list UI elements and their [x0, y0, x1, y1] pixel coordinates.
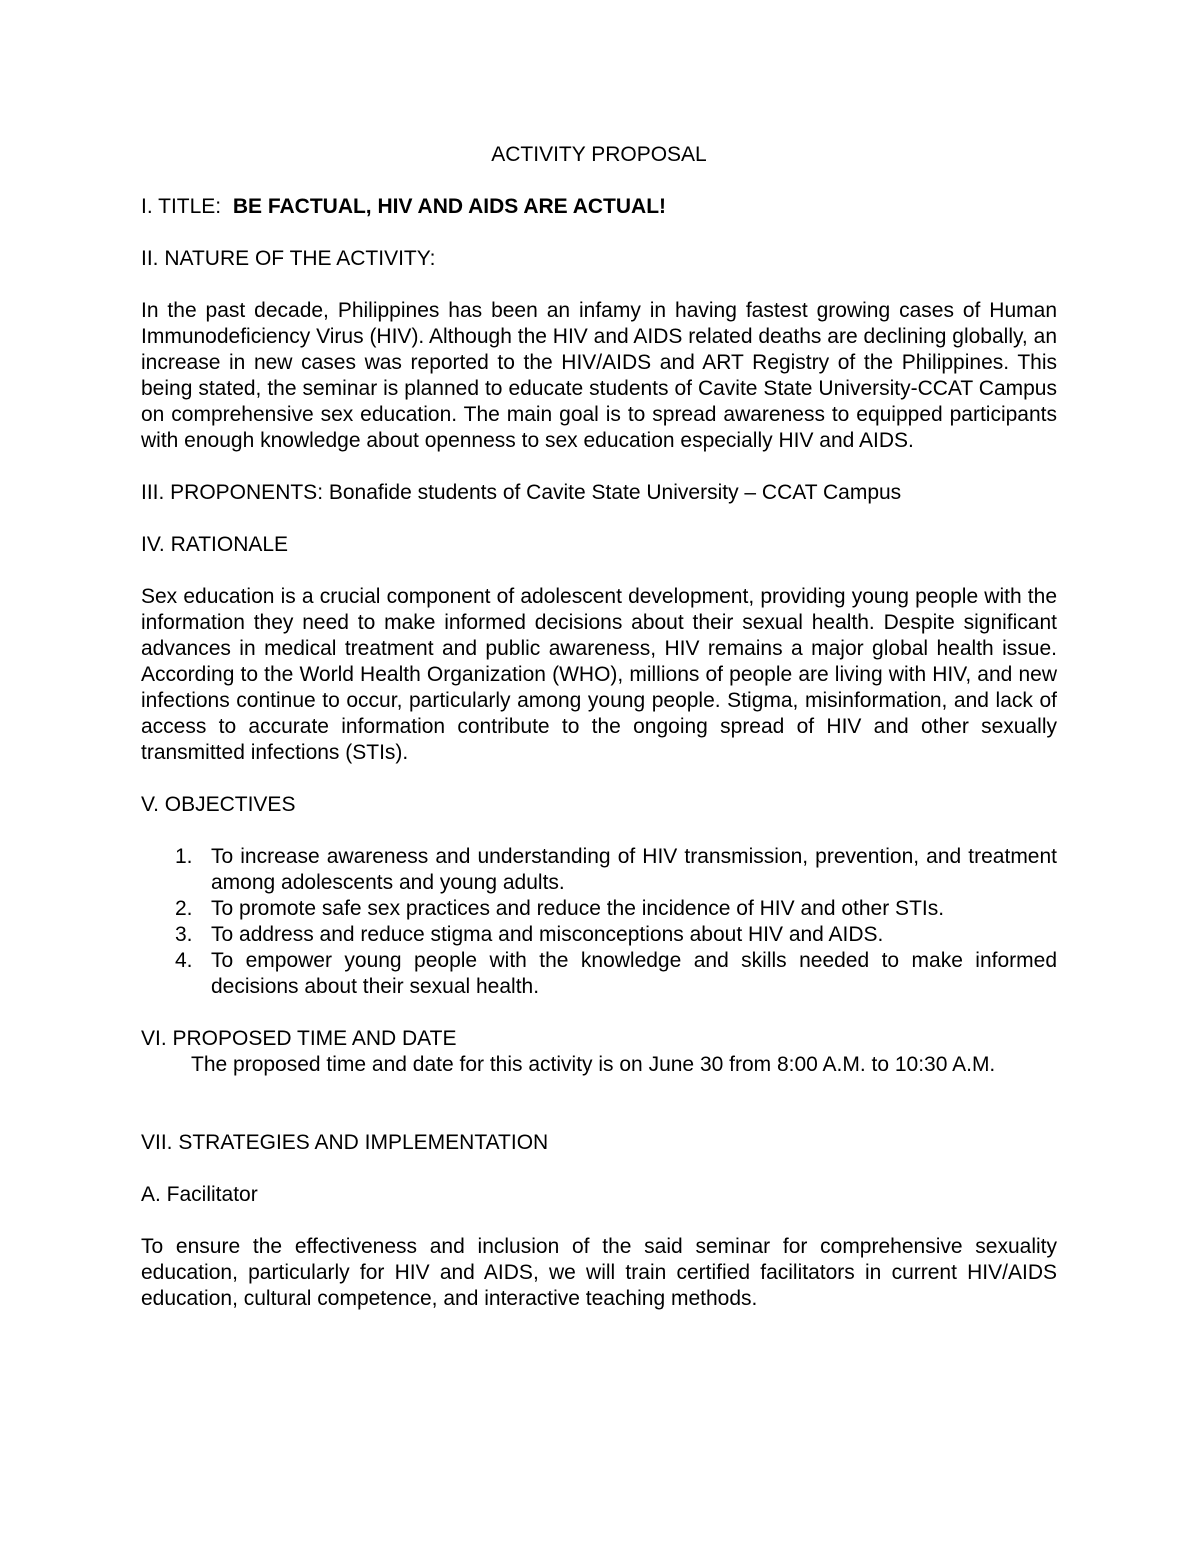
objectives-heading: V. OBJECTIVES [141, 793, 296, 816]
facilitator-subheading: A. Facilitator [141, 1183, 258, 1206]
rationale-heading: IV. RATIONALE [141, 533, 289, 556]
list-item [141, 844, 1057, 896]
list-item-text: To address and reduce stigma and misconceptions about HIV and AIDS. [211, 923, 884, 946]
title-label: I. TITLE: [141, 195, 222, 218]
list-item [141, 896, 1057, 922]
list-item-text: To empower young people with the knowledge and skills needed to make informed decisions about their sexual health. [211, 949, 1057, 998]
list-item-number: 2. [175, 897, 193, 920]
facilitator-paragraph: To ensure the effectiveness and inclusion of the said seminar for comprehensive sexuality education, particularly for HIV and AIDS, we will train certified facilitators in current HIV/AIDS education, cultural competence, and interactive teaching methods. [141, 1235, 1057, 1310]
list-item-text: To increase awareness and understanding of HIV transmission, prevention, and treatment among adolescents and young adults. [211, 845, 1057, 894]
list-item-number: 1. [175, 845, 193, 868]
objectives-list [141, 844, 1057, 1000]
nature-heading: II. NATURE OF THE ACTIVITY: [141, 247, 436, 270]
list-item-text: To promote safe sex practices and reduce the incidence of HIV and other STIs. [211, 897, 945, 920]
list-item [141, 922, 1057, 948]
list-item-number: 4. [175, 949, 193, 972]
rationale-paragraph: Sex education is a crucial component of adolescent development, providing young people with the information they need to make informed decisions about their sexual health. Despite significant advances in medical treatment and public awareness, HIV remains a major global health issue. According to the World Health Organization (WHO), millions of people are living with HIV, and new infections continue to occur, particularly among young people. Stigma, misinformation, and lack of access to accurate information contribute to the ongoing spread of HIV and other sexually transmitted infections (STIs). [141, 585, 1057, 764]
time-date-heading: VI. PROPOSED TIME AND DATE [141, 1027, 457, 1050]
document-title: ACTIVITY PROPOSAL [491, 143, 707, 166]
proponents-line: III. PROPONENTS: Bonafide students of Cavite State University – CCAT Campus [141, 481, 902, 504]
title-value: BE FACTUAL, HIV AND AIDS ARE ACTUAL! [232, 195, 667, 218]
document-content [141, 142, 1057, 1338]
list-item [141, 948, 1057, 1000]
nature-paragraph: In the past decade, Philippines has been an infamy in having fastest growing cases of Human Immunodeficiency Virus (HIV). Although the HIV and AIDS related deaths are declining globally, an increase in new cases was reported to the HIV/AIDS and ART Registry of the Philippines. This being stated, the seminar is planned to educate students of Cavite State University-CCAT Campus on comprehensive sex education. The main goal is to spread awareness to equipped participants with enough knowledge about openness to sex education especially HIV and AIDS. [141, 299, 1057, 452]
list-item-number: 3. [175, 923, 193, 946]
title-section [141, 194, 1057, 220]
time-date-paragraph: The proposed time and date for this activity is on June 30 from 8:00 A.M. to 10:30 A.M. [191, 1053, 996, 1076]
strategies-heading: VII. STRATEGIES AND IMPLEMENTATION [141, 1131, 549, 1154]
